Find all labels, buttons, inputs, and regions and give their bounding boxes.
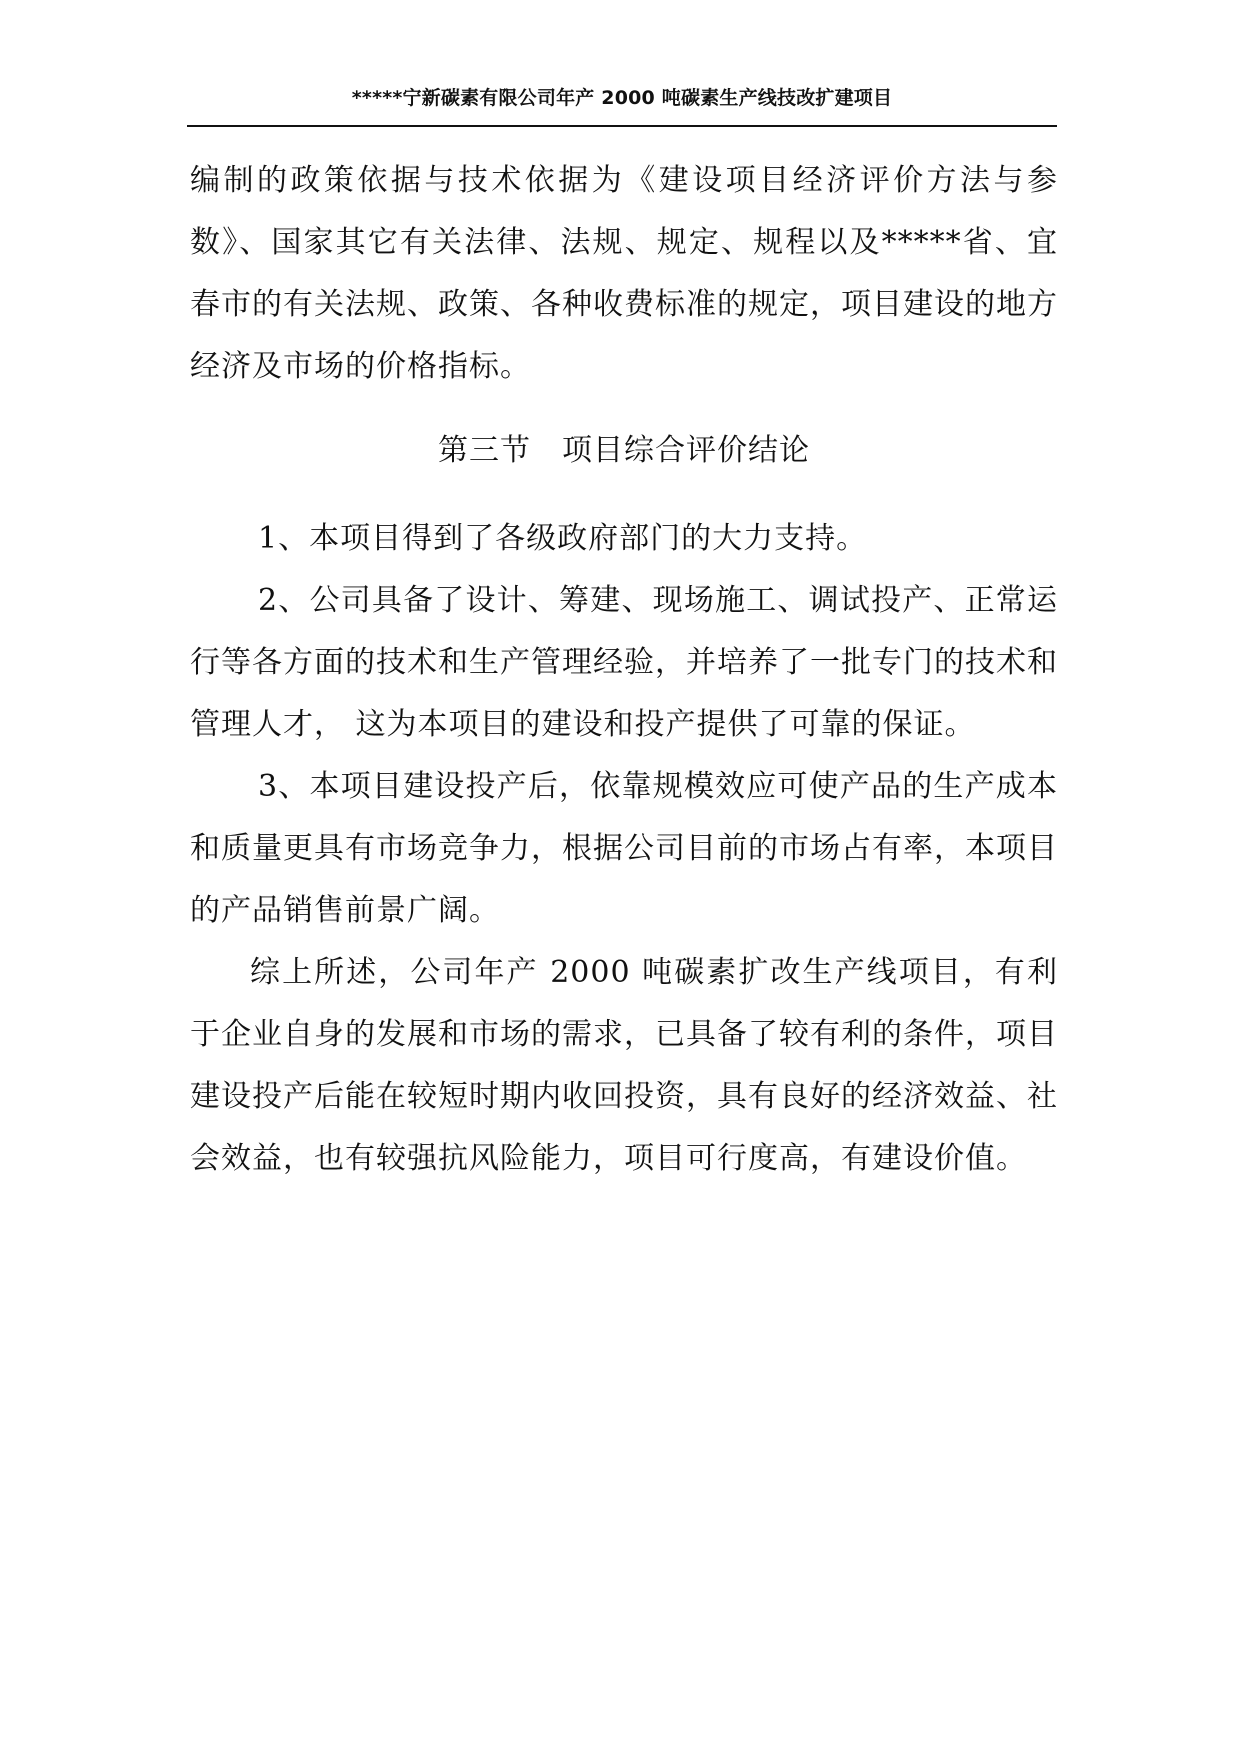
- page-header: *****宁新碳素有限公司年产 2000 吨碳素生产线技改扩建项目: [351, 87, 893, 109]
- list-item: 1、本项目得到了各级政府部门的大力支持。: [258, 521, 868, 556]
- conclusion-paragraph: 综上所述，公司年产 2000 吨碳素扩改生产线项目，有利于企业自身的发展和市场的需求，已具备了较有利的条件，项目建设投产后能在较短时期内收回投资，具有良好的经济效益、社会效益，也有较强抗风险能力，项目可行度高，有建设价值。: [190, 955, 1058, 1176]
- list-item: 2、公司具备了设计、筹建、现场施工、调试投产、正常运行等各方面的技术和生产管理经验，并培养了一批专门的技术和管理人才， 这为本项目的建设和投产提供了可靠的保证。: [190, 583, 1058, 742]
- list-item: 3、本项目建设投产后，依靠规模效应可使产品的生产成本和质量更具有市场竞争力，根据公司目前的市场占有率，本项目的产品销售前景广阔。: [190, 769, 1058, 928]
- intro-paragraph: 编制的政策依据与技术依据为《建设项目经济评价方法与参数》、国家其它有关法律、法规、规定、规程以及*****省、宜春市的有关法规、政策、各种收费标准的规定，项目建设的地方经济及市场的价格指标。: [190, 163, 1058, 384]
- document-body: [190, 150, 1058, 1190]
- header-divider: [187, 125, 1057, 127]
- section-title: 第三节 项目综合评价结论: [438, 433, 810, 468]
